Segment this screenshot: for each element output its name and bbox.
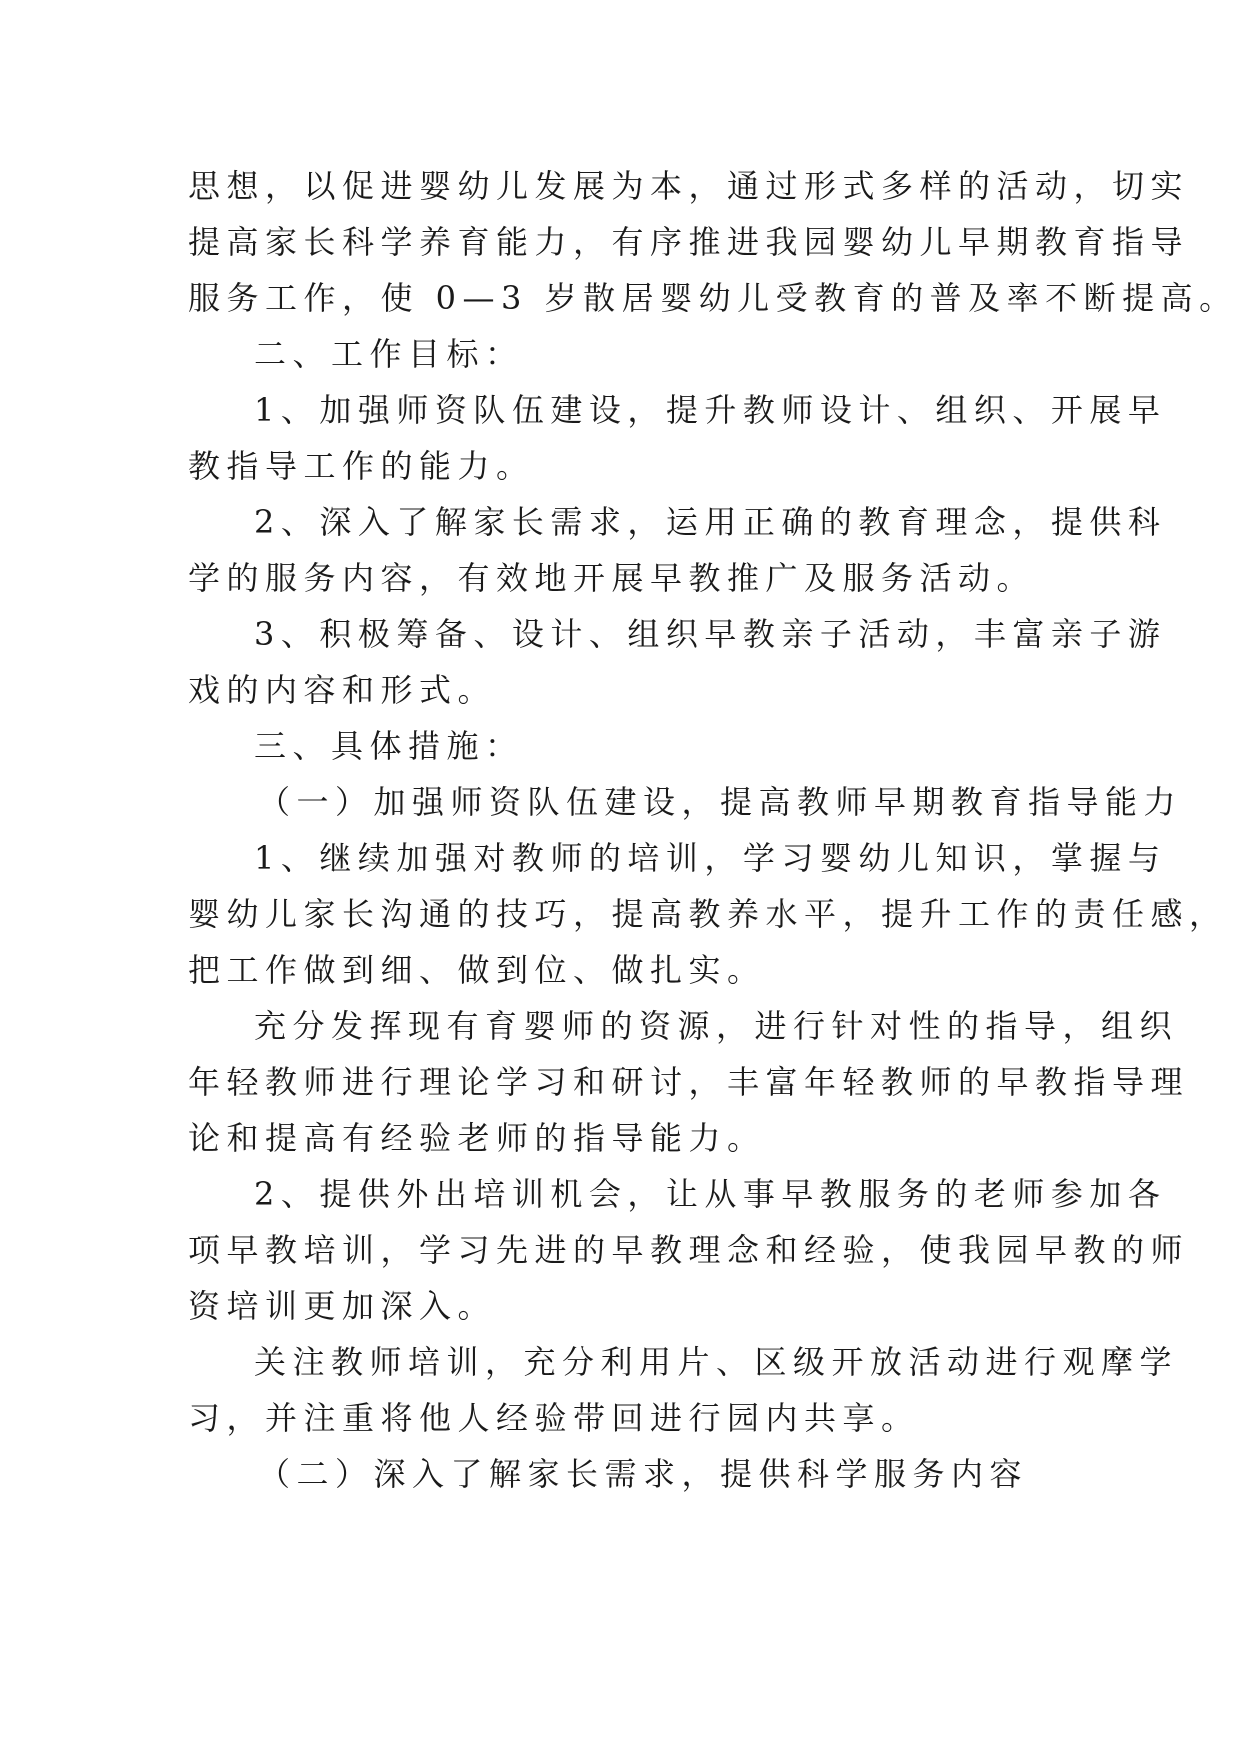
body-text-line: 关注教师培训，充分利用片、区级开放活动进行观摩学 bbox=[254, 1343, 1179, 1381]
body-text-line: 年轻教师进行理论学习和研讨，丰富年轻教师的早教指导理 bbox=[188, 1063, 1190, 1101]
body-text-line: 2、深入了解家长需求，运用正确的教育理念，提供科 bbox=[254, 503, 1167, 541]
subsection-heading: （一）加强师资队伍建设，提高教师早期教育指导能力 bbox=[258, 783, 1183, 821]
body-text-line: 习，并注重将他人经验带回进行园内共享。 bbox=[188, 1399, 920, 1437]
section-heading: 二、工作目标： bbox=[254, 335, 524, 373]
body-text-line: 3、积极筹备、设计、组织早教亲子活动，丰富亲子游 bbox=[254, 615, 1167, 653]
body-text-line: 2、提供外出培训机会，让从事早教服务的老师参加各 bbox=[254, 1175, 1167, 1213]
body-text-line: 资培训更加深入。 bbox=[188, 1287, 497, 1325]
body-text-line: 论和提高有经验老师的指导能力。 bbox=[188, 1119, 766, 1157]
subsection-heading: （二）深入了解家长需求，提供科学服务内容 bbox=[258, 1455, 1029, 1493]
body-text-line: 项早教培训，学习先进的早教理念和经验，使我园早教的师 bbox=[188, 1231, 1190, 1269]
body-text-line: 把工作做到细、做到位、做扎实。 bbox=[188, 951, 766, 989]
body-text-line: 服务工作，使 0—3 岁散居婴幼儿受教育的普及率不断提高。 bbox=[188, 279, 1238, 317]
body-text-line: 充分发挥现有育婴师的资源，进行针对性的指导，组织 bbox=[254, 1007, 1179, 1045]
body-text-line: 婴幼儿家长沟通的技巧，提高教养水平，提升工作的责任感， bbox=[188, 895, 1228, 933]
section-heading: 三、具体措施： bbox=[254, 727, 524, 765]
body-text-line: 提高家长科学养育能力，有序推进我园婴幼儿早期教育指导 bbox=[188, 223, 1190, 261]
body-text-line: 教指导工作的能力。 bbox=[188, 447, 535, 485]
body-text-line: 1、加强师资队伍建设，提升教师设计、组织、开展早 bbox=[254, 391, 1167, 429]
body-text-line: 1、继续加强对教师的培训，学习婴幼儿知识，掌握与 bbox=[254, 839, 1167, 877]
body-text-line: 学的服务内容，有效地开展早教推广及服务活动。 bbox=[188, 559, 1036, 597]
body-text-line: 戏的内容和形式。 bbox=[188, 671, 497, 709]
body-text-line: 思想，以促进婴幼儿发展为本，通过形式多样的活动，切实 bbox=[188, 167, 1190, 205]
